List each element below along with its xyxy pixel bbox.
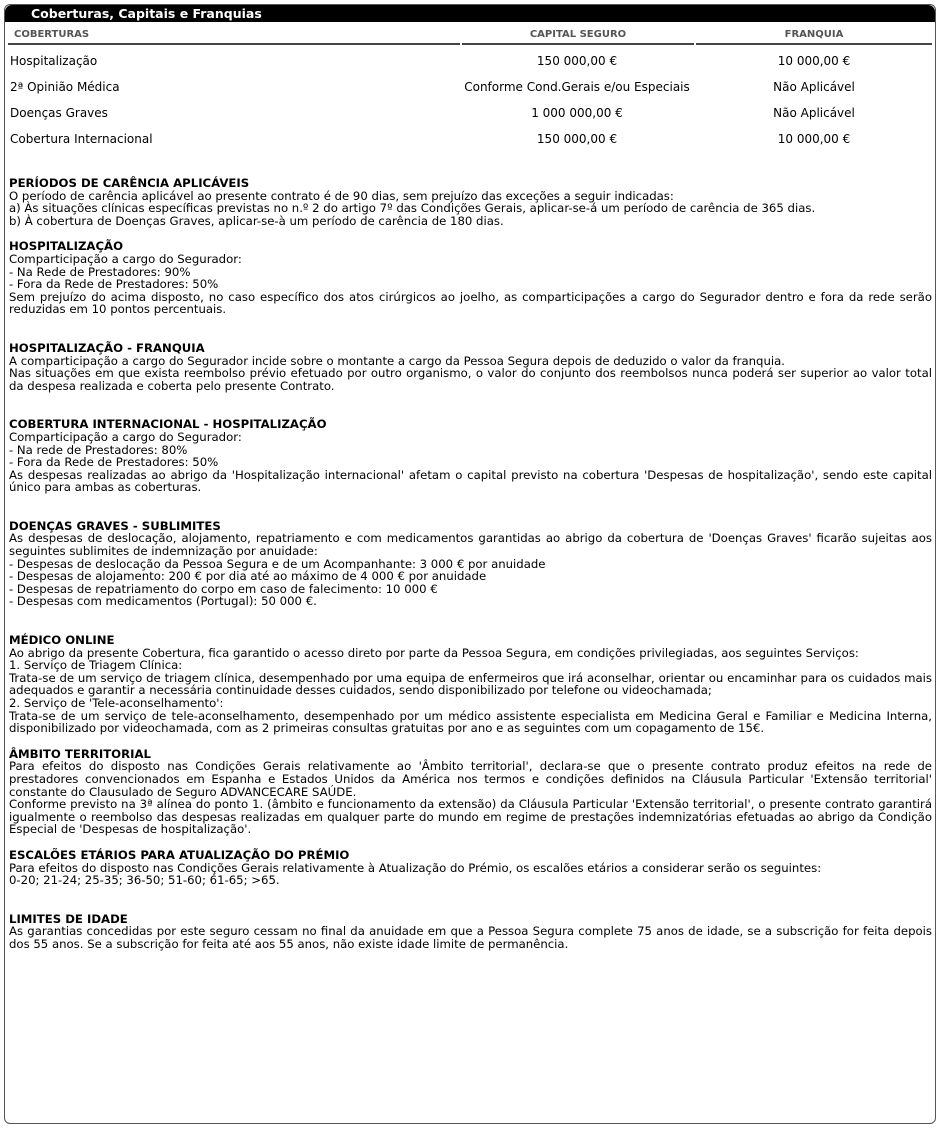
section-cobertura-internacional (9, 418, 932, 494)
row-capital: Conforme Cond.Gerais e/ou Especiais (464, 80, 690, 94)
section-heading: MÉDICO ONLINE (9, 633, 115, 648)
section-line: As despesas de deslocação, alojamento, repatriamento e com medicamentos garantidas ao abrigo da cobertura de 'Doenças Graves' ficarão sujeitas aos seguintes sublimites de indemnização por anuidade: (9, 531, 932, 559)
clauses-content (9, 177, 932, 951)
row-cobertura: 2ª Opinião Médica (10, 80, 120, 94)
row-franquia: Não Aplicável (773, 106, 855, 120)
section-heading: DOENÇAS GRAVES - SUBLIMITES (9, 518, 221, 533)
section-line: 2. Serviço de 'Tele-aconselhamento': (9, 696, 224, 710)
header-franquia: FRANQUIA (696, 27, 932, 45)
table-row (0, 48, 941, 74)
section-line: a) Às situações clínicas específicas previstas no n.º 2 do artigo 7º das Condições Gerais, aplicar-se-á um período de carência de 365 dias. (9, 201, 816, 216)
row-cobertura: Doenças Graves (10, 106, 108, 120)
row-franquia: 10 000,00 € (777, 54, 851, 68)
section-line: Sem prejuízo do acima disposto, no caso específico dos atos cirúrgicos ao joelho, as comparticipações a cargo do Segurador dentro e fora da rede serão reduzidas em 10 pontos percentuais. (9, 289, 932, 317)
section-line: - Fora da Rede de Prestadores: 50% (9, 277, 219, 292)
section-line: Ao abrigo da presente Cobertura, fica garantido o acesso direto por parte da Pessoa Segura, em condições privilegiadas, aos seguintes Serviços: (9, 645, 859, 660)
section-heading: LIMITES DE IDADE (9, 911, 128, 926)
section-line: b) À cobertura de Doenças Graves, aplicar-se-à um período de carência de 180 dias. (9, 213, 504, 228)
section-line: As despesas realizadas ao abrigo da 'Hospitalização internacional' afetam o capital previsto na cobertura 'Despesas de hospitalização', sendo este capital único para ambas as coberturas. (9, 467, 932, 495)
section-doencas-graves (9, 520, 932, 608)
section-line: O período de carência aplicável ao presente contrato é de 90 dias, sem prejuízo das exceções a seguir indicadas: (9, 188, 674, 203)
section-line: A comparticipação a cargo do Segurador incide sobre o montante a cargo da Pessoa Segura depois de deduzido o valor da franquia. (9, 353, 785, 368)
section-line: - Na rede de Prestadores: 80% (9, 442, 188, 457)
section-hospitalizacao-franquia (9, 342, 932, 392)
section-line: 0-20; 21-24; 25-35; 36-50; 51-60; 61-65; >65. (9, 873, 280, 888)
section-heading: HOSPITALIZAÇÃO - FRANQUIA (9, 340, 205, 355)
section-line: - Despesas de deslocação da Pessoa Segura e de um Acompanhante: 3 000 € por anuidade (9, 556, 546, 571)
header-coberturas: COBERTURAS (8, 27, 460, 45)
row-cobertura: Hospitalização (10, 54, 98, 68)
section-line: - Fora da Rede de Prestadores: 50% (9, 455, 219, 470)
section-heading: ÂMBITO TERRITORIAL (9, 746, 151, 761)
section-periodos-carencia (9, 177, 932, 227)
section-line: Comparticipação a cargo do Segurador: (9, 429, 242, 444)
section-medico-online (9, 634, 932, 735)
table-row (0, 100, 941, 126)
header-capital-seguro: CAPITAL SEGURO (462, 27, 694, 45)
section-title-bar: Coberturas, Capitais e Franquias (5, 5, 935, 22)
row-capital: 150 000,00 € (536, 132, 618, 146)
section-heading: COBERTURA INTERNACIONAL - HOSPITALIZAÇÃO (9, 417, 327, 432)
section-line: Trata-se de um serviço de tele-aconselhamento, desempenhado por um médico assistente especialista em Medicina Geral e Familiar e Medicina Interna, disponibilizado por videochamada, com as 2 primeiras consultas gratuitas por ano e as seguintes com um copagamento de 15€. (9, 708, 932, 736)
section-heading: PERÍODOS DE CARÊNCIA APLICÁVEIS (9, 176, 250, 190)
section-limites-idade (9, 913, 932, 951)
section-heading: ESCALÕES ETÁRIOS PARA ATUALIZAÇÃO DO PRÉMIO (9, 847, 350, 862)
section-line: - Despesas de repatriamento do corpo em caso de falecimento: 10 000 € (9, 581, 438, 596)
section-line: - Despesas de alojamento: 200 € por dia até ao máximo de 4 000 € por anuidade (9, 569, 487, 584)
row-cobertura: Cobertura Internacional (10, 132, 153, 146)
section-heading: HOSPITALIZAÇÃO (9, 239, 124, 254)
section-line: Conforme previsto na 3ª alínea do ponto 1. (âmbito e funcionamento da extensão) da Cláusula Particular 'Extensão territorial', o presente contrato garantirá igualmente o reembolso das despesas realizadas em qualquer parte do mundo em regime de prestações indemnizatórias efetuadas ao abrigo da Condição Especial de 'Despesas de hospitalização'. (9, 797, 932, 837)
section-hospitalizacao (9, 240, 932, 316)
section-line: Nas situações em que exista reembolso prévio efetuado por outro organismo, o valor do conjunto dos reembolsos nunca poderá ser superior ao valor total da despesa realizada e coberta pelo presente Contrato. (9, 366, 932, 393)
section-ambito-territorial (9, 748, 932, 836)
section-line: Comparticipação a cargo do Segurador: (9, 251, 242, 266)
section-line: 1. Serviço de Triagem Clínica: (9, 658, 183, 673)
row-franquia: Não Aplicável (773, 80, 855, 94)
table-row (0, 126, 941, 152)
row-capital: 150 000,00 € (536, 54, 618, 68)
row-franquia: 10 000,00 € (777, 132, 851, 146)
section-line: - Despesas com medicamentos (Portugal): 50 000 €. (9, 594, 317, 609)
section-line: Trata-se de um serviço de triagem clínica, desempenhado por uma equipa de enfermeiros que irá aconselhar, orientar ou encaminhar para os cuidados mais adequados e garantir a necessária continuidade desses cuidados, sendo disponibilizado por telefone ou videochamada; (9, 670, 932, 698)
table-row (0, 74, 941, 100)
section-line: Para efeitos do disposto nas Condições Gerais relativamente à Atualização do Prémio, os escalões etários a considerar serão os seguintes: (9, 860, 822, 875)
section-line: As garantias concedidas por este seguro cessam no final da anuidade em que a Pessoa Segura complete 75 anos de idade, se a subscrição for feita depois dos 55 anos. Se a subscrição for feita até aos 55 anos, não existe idade limite de permanência. (9, 924, 932, 951)
row-capital: 1 000 000,00 € (531, 106, 623, 120)
section-line: Para efeitos do disposto nas Condições Gerais relativamente ao 'Âmbito territorial', declara-se que o presente contrato produz efeitos na rede de prestadores convencionados em Espanha e Estados Unidos da América nos termos e condições definidos na Cláusula Particular 'Extensão territorial' constante do Clausulado de Seguro ADVANCECARE SAÚDE. (9, 759, 932, 799)
section-escaloes-etarios (9, 849, 932, 887)
section-line: - Na Rede de Prestadores: 90% (9, 264, 191, 279)
